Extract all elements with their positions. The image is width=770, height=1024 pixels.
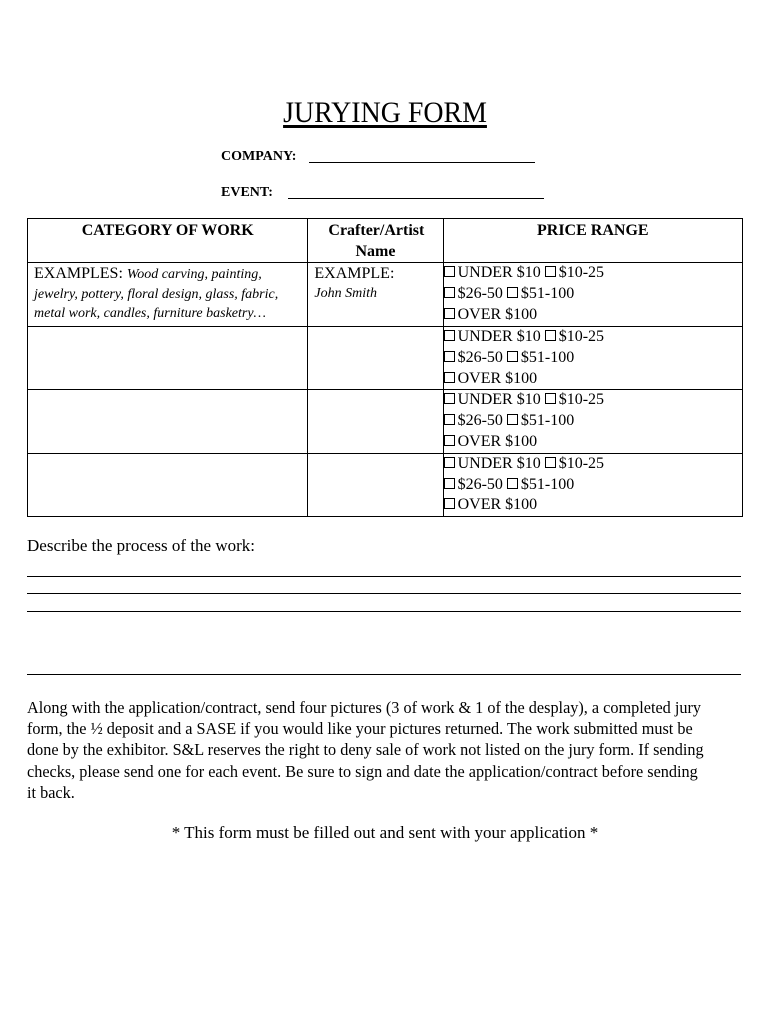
price-line-1: [444, 454, 742, 475]
checkbox[interactable]: [507, 414, 518, 425]
price-26-50-label: $26-50: [457, 475, 503, 493]
price-range-cell: [443, 327, 742, 390]
price-10-25-label: $10-25: [558, 391, 605, 409]
jury-table: [27, 218, 743, 517]
crafter-input-cell[interactable]: [308, 453, 443, 516]
checkbox[interactable]: [507, 351, 518, 362]
price-range-cell: [443, 453, 742, 516]
examples-text-1: Wood carving, painting,: [126, 267, 262, 282]
price-51-100-label: $51-100: [520, 348, 575, 366]
example-category-cell: [28, 263, 308, 327]
process-line[interactable]: [27, 576, 741, 577]
table-row: [28, 453, 743, 516]
checkbox[interactable]: [545, 393, 556, 404]
price-under10-label: UNDER $10: [457, 264, 541, 281]
checkbox[interactable]: [444, 498, 455, 509]
price-range-cell: [443, 390, 742, 453]
checkbox[interactable]: [444, 372, 455, 383]
company-field[interactable]: [309, 162, 535, 163]
price-26-50-label: $26-50: [457, 412, 503, 430]
crafter-input-cell[interactable]: [308, 390, 443, 453]
category-input-cell[interactable]: [28, 390, 308, 453]
price-51-100-label: $51-100: [520, 475, 575, 493]
category-input-cell[interactable]: [28, 327, 308, 390]
event-field[interactable]: [288, 198, 544, 199]
footnote: * This form must be filled out and sent with your application *: [171, 823, 599, 842]
price-10-25-label: $10-25: [558, 454, 605, 472]
price-under10-label: UNDER $10: [457, 391, 541, 409]
checkbox[interactable]: [444, 457, 455, 468]
instructions-paragraph: Along with the application/contract, send four pictures (3 of work & 1 of the desplay), a completed jury form, the ½ deposit and a SASE if you would like your pictures returned. The work submitted must be done by the exhibitor. S&L reserves the right to deny sale of work not listed on the jury form. If sending checks, please send one for each event. Be sure to sign and date the application/contract before sending it back.: [27, 698, 704, 802]
checkbox[interactable]: [545, 266, 556, 277]
price-line-2: [444, 284, 742, 305]
checkbox[interactable]: [444, 308, 455, 319]
event-label: EVENT:: [221, 185, 273, 200]
process-line[interactable]: [27, 593, 741, 594]
price-line-2: [444, 411, 742, 432]
price-51-100-label: $51-100: [520, 412, 575, 430]
checkbox[interactable]: [444, 351, 455, 362]
header-category: CATEGORY OF WORK: [28, 219, 308, 263]
process-line[interactable]: [27, 611, 741, 612]
price-line-3: [444, 305, 742, 326]
checkbox[interactable]: [444, 393, 455, 404]
checkbox[interactable]: [444, 478, 455, 489]
checkbox[interactable]: [444, 435, 455, 446]
price-10-25-label: $10-25: [558, 328, 605, 345]
process-line[interactable]: [27, 674, 741, 675]
crafter-input-cell[interactable]: [308, 327, 443, 390]
table-row: [28, 327, 743, 390]
example-crafter-cell: [308, 263, 443, 327]
category-input-cell[interactable]: [28, 453, 308, 516]
form-title: JURYING FORM: [283, 96, 487, 129]
table-row: [28, 263, 743, 327]
price-26-50-label: $26-50: [457, 284, 503, 302]
examples-text-2: jewelry, pottery, floral design, glass, fabric,: [34, 287, 279, 302]
price-over100-label: OVER $100: [457, 369, 538, 387]
example-crafter-name: John Smith: [314, 286, 377, 301]
price-line-1: [444, 327, 742, 348]
checkbox[interactable]: [507, 478, 518, 489]
price-51-100-label: $51-100: [520, 284, 575, 302]
checkbox[interactable]: [444, 266, 455, 277]
price-line-3: [444, 432, 742, 453]
price-10-25-label: $10-25: [558, 264, 605, 281]
table-row: [28, 390, 743, 453]
table-header-row: [28, 219, 743, 263]
price-line-2: [444, 475, 742, 496]
price-over100-label: OVER $100: [457, 496, 538, 514]
price-over100-label: OVER $100: [457, 432, 538, 450]
price-over100-label: OVER $100: [457, 305, 538, 323]
examples-label: EXAMPLES:: [34, 265, 123, 282]
price-line-1: [444, 263, 742, 284]
checkbox[interactable]: [444, 287, 455, 298]
example-label: EXAMPLE:: [314, 265, 395, 282]
header-crafter: Crafter/Artist Name: [308, 219, 443, 263]
company-label: COMPANY:: [221, 149, 297, 164]
checkbox[interactable]: [444, 414, 455, 425]
price-line-3: [444, 495, 742, 516]
process-label: Describe the process of the work:: [27, 536, 256, 555]
checkbox[interactable]: [545, 457, 556, 468]
example-category-line: [28, 263, 307, 285]
checkbox[interactable]: [444, 330, 455, 341]
checkbox[interactable]: [545, 330, 556, 341]
price-under10-label: UNDER $10: [457, 328, 541, 345]
price-line-2: [444, 348, 742, 369]
examples-text-3: metal work, candles, furniture basketry…: [34, 306, 267, 321]
price-line-3: [444, 369, 742, 390]
price-range-cell: [443, 263, 742, 327]
checkbox[interactable]: [507, 287, 518, 298]
price-under10-label: UNDER $10: [457, 454, 541, 472]
price-line-1: [444, 390, 742, 411]
price-26-50-label: $26-50: [457, 348, 503, 366]
header-price: PRICE RANGE: [443, 219, 742, 263]
